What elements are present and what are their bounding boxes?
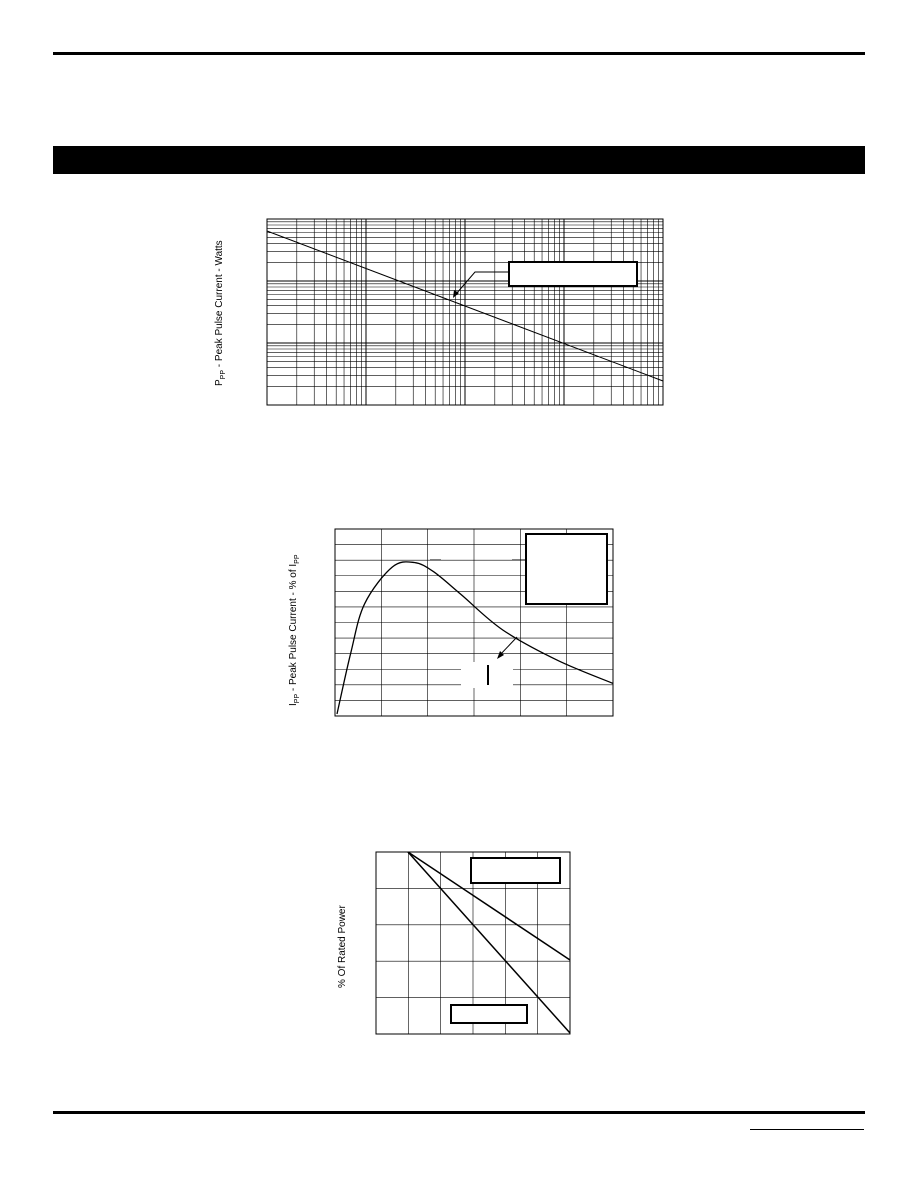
chart-3-derating bbox=[337, 852, 570, 1034]
chart-2-annotation-box bbox=[526, 534, 607, 604]
footer-short-line bbox=[750, 1129, 864, 1130]
chart-1-annotation-box bbox=[509, 262, 637, 286]
chart-1-power-vs-pulse bbox=[214, 219, 663, 405]
chart-3-ylabel: % Of Rated Power bbox=[337, 905, 348, 988]
chart-1-ylabel: $P_{PP}$ - Peak Pulse Current - Watts bbox=[214, 240, 227, 386]
chart-2-pulse-waveform bbox=[288, 529, 613, 716]
chart-2-ylabel: $I_{PP}$ - Peak Pulse Current - % of $I_{PP}$ bbox=[288, 554, 301, 706]
chart-1-grid bbox=[267, 219, 663, 405]
footer-rule bbox=[53, 1111, 865, 1114]
chart-3-annotation-box-top bbox=[471, 858, 560, 883]
chart-3-annotation-box-bottom bbox=[451, 1005, 527, 1023]
